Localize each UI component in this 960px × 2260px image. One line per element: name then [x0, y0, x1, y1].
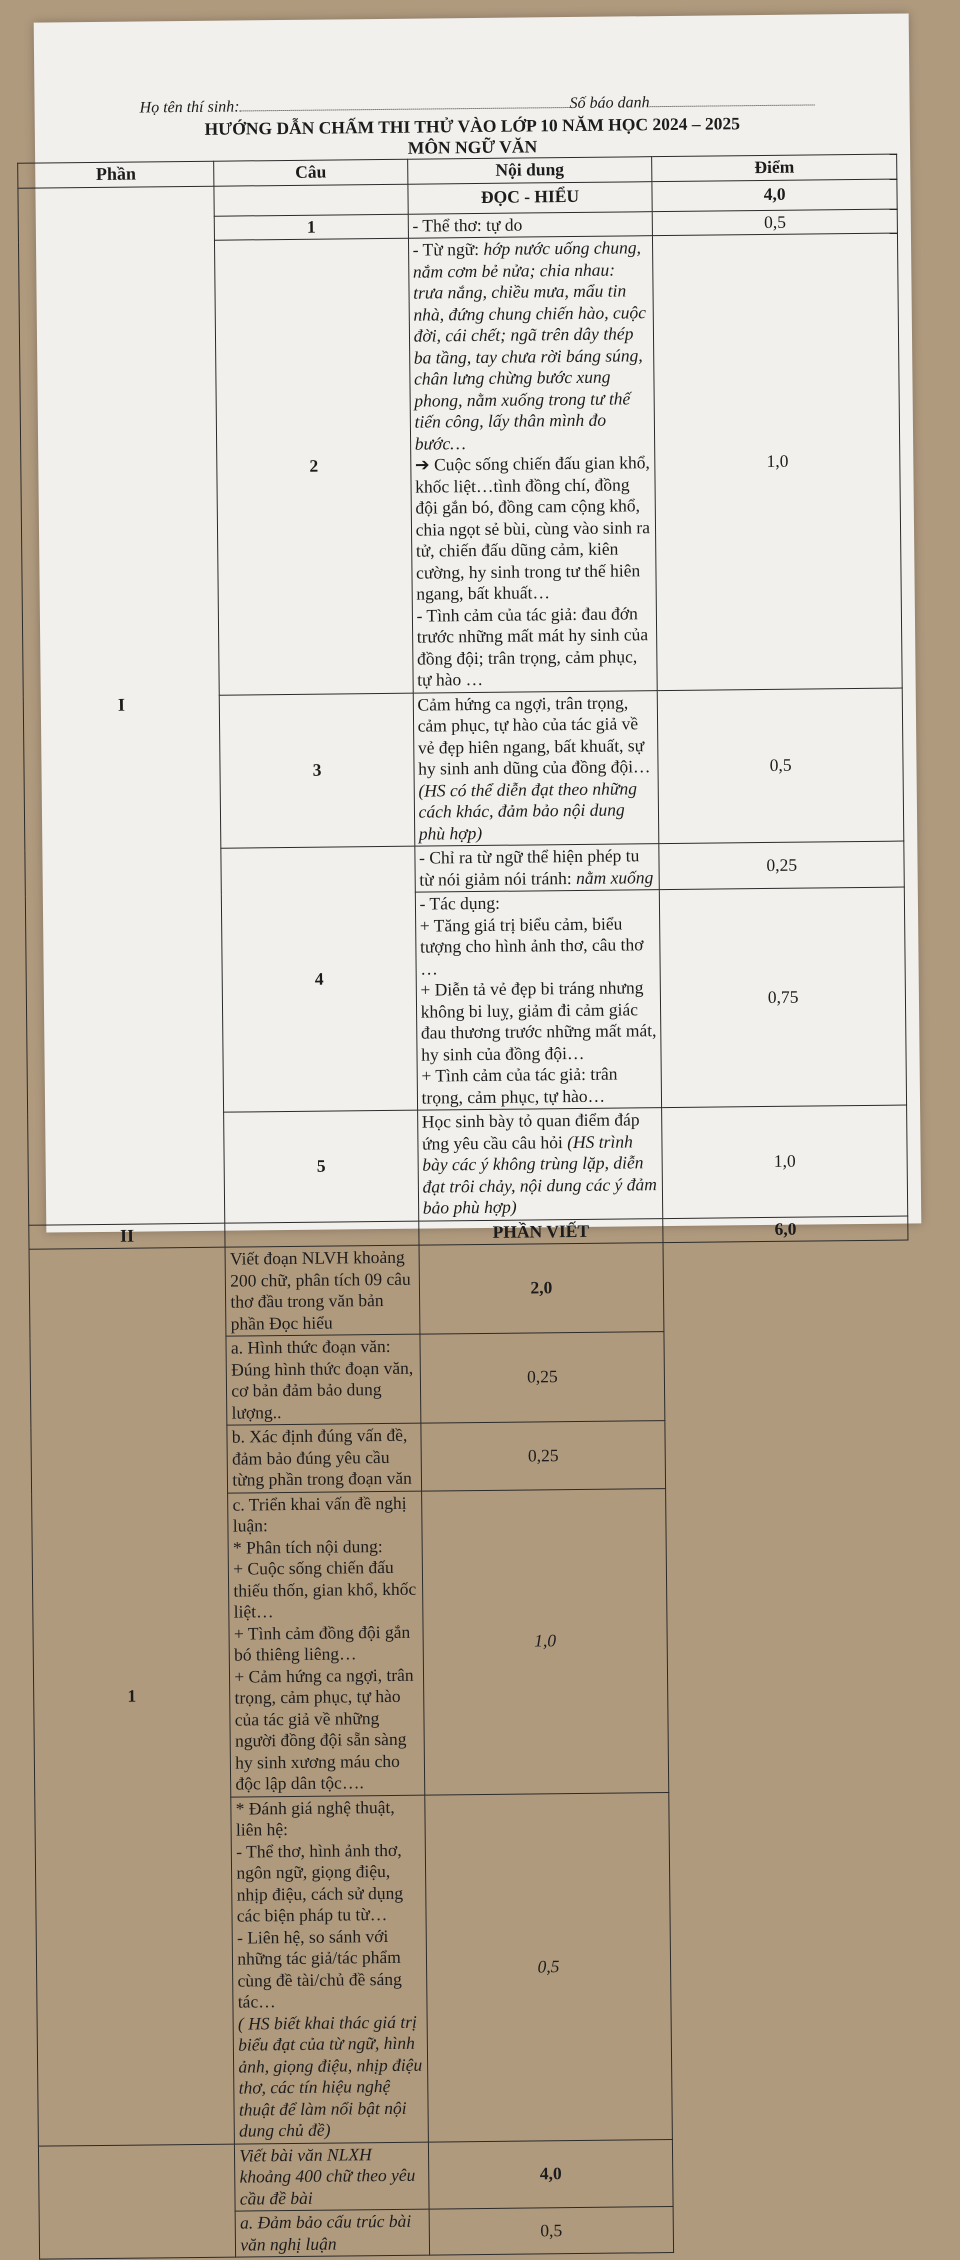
candidate-id-label: Số báo danh	[569, 94, 650, 113]
subject-title: MÔN NGỮ VĂN	[407, 136, 538, 158]
answer-content: b. Xác định đúng vấn đề, đảm bảo đúng yêu cầu từng phần trong đoạn văn	[227, 1423, 421, 1493]
table-row	[29, 1240, 909, 1338]
answer-content	[417, 1108, 663, 1221]
answer-line: Cảm hứng ca ngợi, trân trọng, cảm phục, tự hào của tác giả về vẻ đẹp hiên ngang, bất khuất, sự hy sinh anh dũng của đồng đội…	[417, 691, 651, 779]
id-dotted-line	[649, 92, 814, 107]
answer-content: Viết bài văn NLXH khoảng 400 chữ theo yêu cầu đề bài	[235, 2142, 429, 2212]
answer-line: + Tăng giá trị biểu cảm, biểu tượng cho hình ảnh thơ, câu thơ …	[419, 913, 644, 979]
score-cell: 1,0	[653, 233, 902, 690]
answer-content	[228, 1491, 424, 1797]
answer-line: - Từ ngữ:	[412, 238, 484, 260]
answer-line: + Cảm hứng ca ngợi, trân trọng, cảm phục, tự hào của tác giả về những người đồng đội sẵn sàng hy sinh xương máu cho độc lập dân tộc….	[234, 1664, 414, 1794]
answer-content	[231, 1795, 428, 2144]
score-cell: 1,0	[662, 1105, 908, 1218]
document-title: HƯỚNG DẪN CHẤM THI THỬ VÀO LỚP 10 NĂM HỌC 2024 – 2025	[204, 113, 741, 139]
question-number: 1	[29, 1247, 235, 2146]
section-title: PHẦN VIẾT	[418, 1218, 663, 1245]
answer-line: (HS có thể diễn đạt theo những cách khác, đảm bảo nội dung phù hợp)	[418, 777, 638, 844]
table-row	[38, 2136, 918, 2213]
score-cell: 1,0	[421, 1488, 669, 1795]
answer-content: - Thể thơ: tự do	[408, 211, 653, 238]
score-cell: 0,25	[659, 841, 904, 890]
name-dotted-line	[239, 95, 569, 111]
part-cell: I	[18, 186, 225, 1225]
answer-content: a. Hình thức đoạn văn: Đúng hình thức đoạn văn, cơ bản đảm bảo dung lượng..	[226, 1334, 420, 1425]
answer-line: + Tình cảm của tác giả: trân trọng, cảm phục, tự hào…	[421, 1063, 618, 1108]
question-number: 2	[215, 238, 413, 694]
answer-line: nằm xuống	[575, 866, 654, 888]
score-cell: 2,0	[419, 1243, 665, 1335]
answer-line: ( HS biết khai thác giá trị biểu đạt của từ ngữ, hình ảnh, giọng điệu, nhịp điệu thơ, các tín hiệu nghệ thuật để làm nổi bật nội dung chủ đề)	[237, 2011, 423, 2141]
answer-line: - Liên hệ, so sánh với những tác giả/tác phẩm cùng đề tài/chủ đề sáng tác…	[236, 1925, 402, 2012]
score-cell: 0,5	[429, 2207, 674, 2256]
answer-line: - Thể thơ, hình ảnh thơ, ngôn ngữ, giọng điệu, nhịp điệu, cách sử dụng các biện pháp tu từ…	[236, 1839, 404, 1926]
empty-cell	[225, 1221, 419, 1248]
score-cell: 0,25	[421, 1421, 666, 1491]
score-cell: 0,5	[658, 688, 904, 844]
header-score: Điểm	[652, 154, 897, 181]
part-cell: II	[29, 1223, 226, 1250]
answer-content	[415, 890, 662, 1111]
score-cell: 0,25	[420, 1332, 666, 1424]
empty-cell	[214, 184, 408, 216]
answer-line: + Diễn tả vẻ đẹp bi tráng nhưng không bi luỵ, giảm đi cảm giác đau thương trước những mất mát, hy sinh của đồng đội…	[420, 977, 657, 1065]
empty-cell	[38, 2144, 236, 2260]
answer-line: Học sinh bày tỏ quan điểm đáp ứng yêu cầu câu hỏi	[421, 1109, 640, 1154]
answer-line: (HS trình bày các ý không trùng lặp, diễn đạt trôi chảy, nội dung các ý đảm bảo phù hợp)	[422, 1130, 657, 1218]
document-header	[35, 91, 911, 162]
grading-table	[17, 154, 919, 2260]
answer-content: a. Đảm bảo cấu trúc bài văn nghị luận	[235, 2209, 429, 2257]
answer-line: + Tình cảm đồng đội gắn bó thiêng liêng…	[233, 1621, 411, 1665]
answer-content	[413, 690, 659, 846]
candidate-name-label: Họ tên thí sinh:	[139, 98, 240, 117]
answer-line: * Đánh giá nghệ thuật, liên hệ:	[235, 1796, 395, 1840]
score-cell: 0,75	[660, 887, 907, 1108]
score-cell: 0,5	[424, 1792, 672, 2142]
section-score: 4,0	[652, 179, 897, 212]
score-cell: 0,5	[652, 209, 897, 236]
score-cell: 4,0	[428, 2139, 673, 2209]
answer-line: c. Triển khai vấn đề nghị luận:	[232, 1492, 407, 1536]
answer-key-sheet	[34, 13, 922, 2255]
answer-content	[414, 844, 659, 893]
answer-line: - Chỉ ra từ ngữ thể hiện phép tu từ nói giảm nói tránh:	[418, 845, 640, 890]
answer-content	[408, 236, 657, 693]
question-number: 1	[215, 214, 409, 241]
section-score: 6,0	[663, 1216, 908, 1243]
question-number: 4	[221, 846, 417, 1112]
answer-line: hớp nước uống chung, nắm cơm bẻ nửa; chia nhau: trưa nắng, chiều mưa, mẩu tin nhà, đứng chung chiến hào, cuộc đời, cái chết; ngã trên dây thép ba tầng, tay chưa rời báng súng, chân lưng chừng bước xung phong, nằm xuống trong tư thế tiến công, lấy thân mình đo bước…	[412, 237, 647, 454]
answer-line: * Phân tích nội dung:	[232, 1535, 383, 1558]
question-number: 5	[224, 1110, 418, 1223]
question-number: 3	[220, 693, 415, 849]
answer-content: Viết đoạn NLVH khoảng 200 chữ, phân tích 09 câu thơ đầu trong văn bản phần Đọc hiểu	[225, 1245, 419, 1336]
header-part: Phần	[18, 161, 215, 188]
answer-line: - Tình cảm của tác giả: đau đớn trước những mất mát hy sinh của đồng đội; trân trọng, cảm phục, tự hào …	[416, 602, 649, 690]
header-question: Câu	[214, 159, 408, 186]
answer-line: - Tác dụng:	[419, 892, 501, 914]
section-title: ĐỌC - HIỂU	[408, 181, 653, 214]
answer-line: + Cuộc sống chiến đấu thiếu thốn, gian khổ, khốc liệt…	[233, 1556, 417, 1622]
header-content: Nội dung	[407, 157, 652, 184]
answer-line: ➔ Cuộc sống chiến đấu gian khổ, khốc liệt…tình đồng chí, đồng đội gắn bó, đồng cam cộng khổ, chia ngọt sẻ bùi, cùng vào sinh ra tử, chiến đấu dũng cảm, kiên cường, hy sinh trong tư thế hiên ngang, bất khuất…	[414, 452, 651, 604]
